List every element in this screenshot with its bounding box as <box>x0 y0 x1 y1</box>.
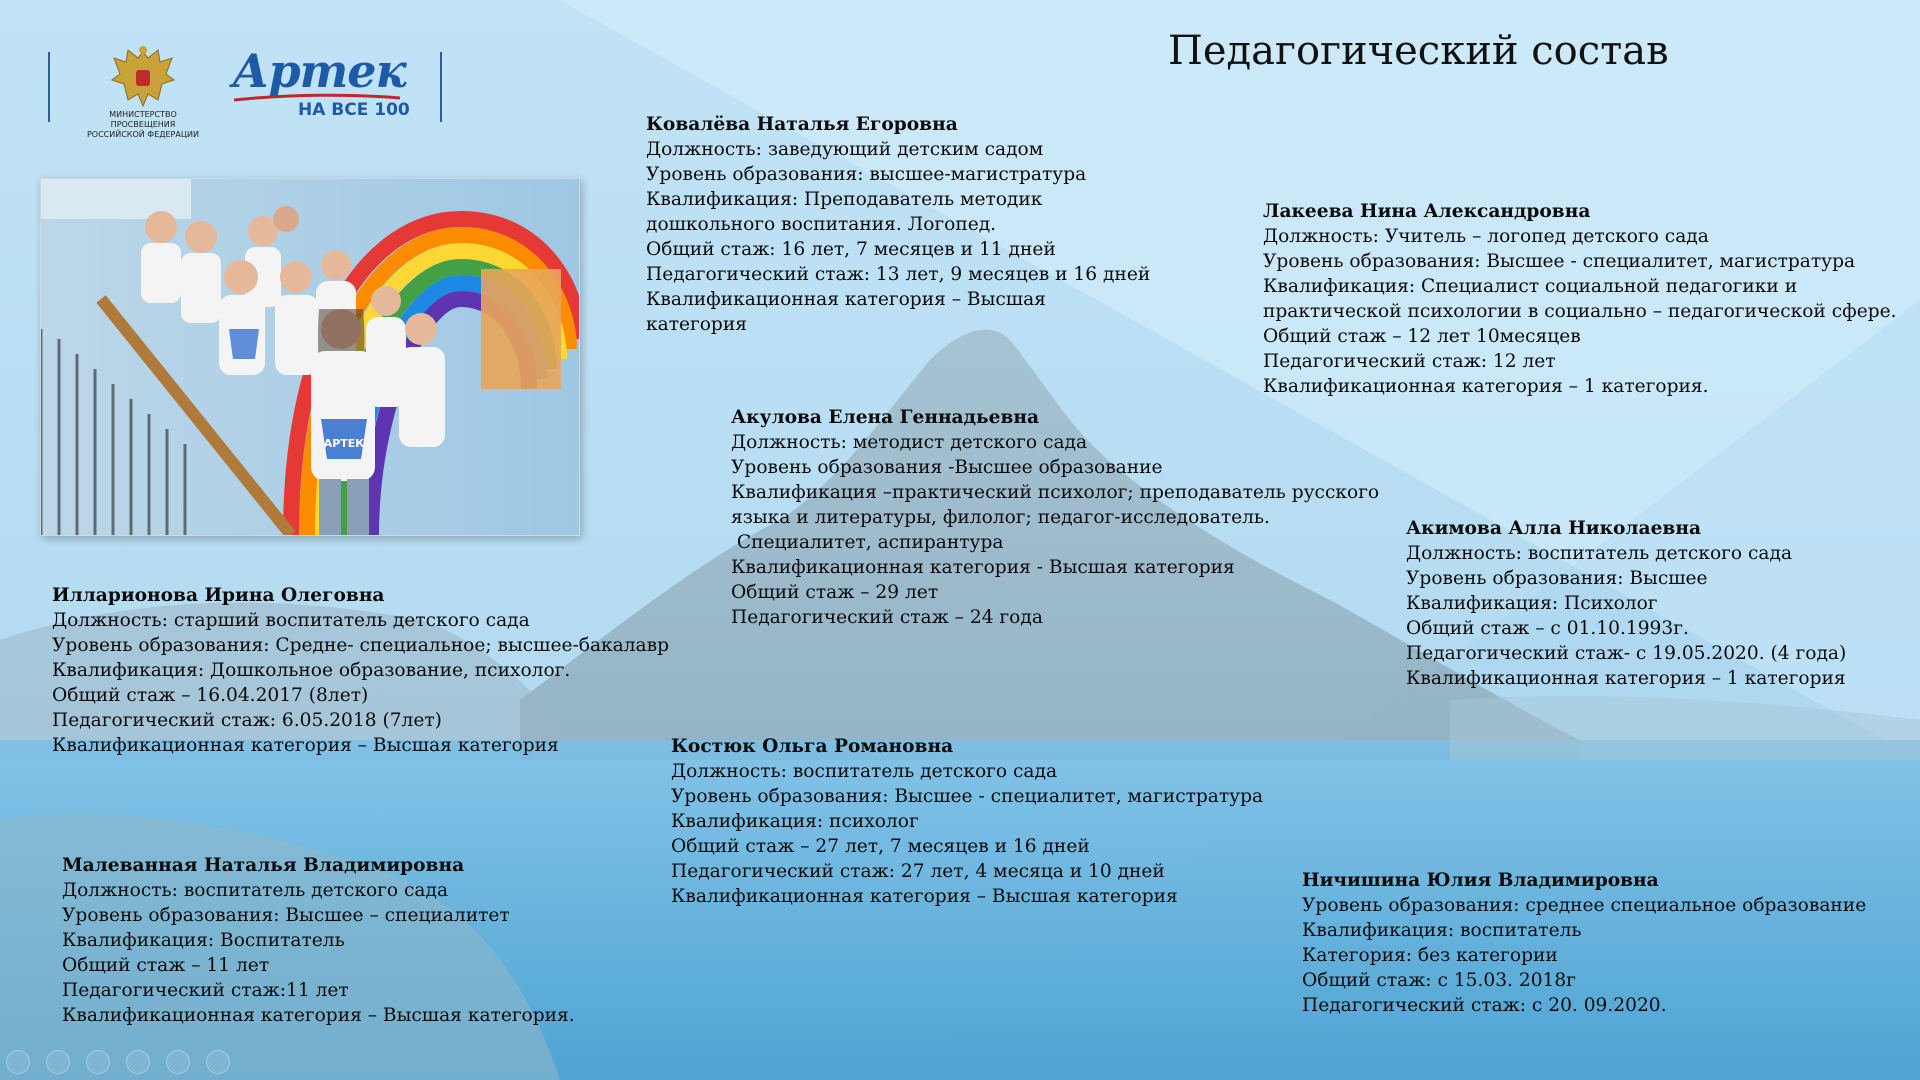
staff-detail: Педагогический стаж: с 20. 09.2020. <box>1302 995 1667 1016</box>
staff-name: Акулова Елена Геннадьевна <box>731 407 1040 428</box>
staff-detail: Квалификационная категория - Высшая категория <box>731 557 1235 578</box>
previous-slide-icon[interactable] <box>6 1050 30 1074</box>
staff-detail: Должность: Учитель – логопед детского сада <box>1263 226 1709 247</box>
staff-detail: Квалификация: Преподаватель методик <box>646 189 1043 210</box>
staff-detail: Должность: заведующий детским садом <box>646 139 1044 160</box>
staff-name: Малеванная Наталья Владимировна <box>62 855 465 876</box>
staff-detail: Общий стаж: 16 лет, 7 месяцев и 11 дней <box>646 239 1056 260</box>
staff-name: Костюк Ольга Романовна <box>671 736 954 757</box>
staff-detail: Должность: методист детского сада <box>731 432 1088 453</box>
staff-detail: Квалификационная категория – Высшая категория. <box>62 1005 575 1026</box>
staff-name: Акимова Алла Николаевна <box>1406 518 1701 539</box>
staff-detail: Педагогический стаж: 13 лет, 9 месяцев и 16 дней <box>646 264 1151 285</box>
ministry-line1: МИНИСТЕРСТВО ПРОСВЕЩЕНИЯ <box>109 110 177 129</box>
staff-detail: Квалификационная категория – Высшая категория <box>671 886 1178 907</box>
slides-grid-icon[interactable] <box>126 1050 150 1074</box>
staff-detail: Должность: воспитатель детского сада <box>1406 543 1793 564</box>
staff-detail: Должность: воспитатель детского сада <box>62 880 449 901</box>
staff-detail: Квалификация: Дошкольное образование, психолог. <box>52 660 571 681</box>
staff-card <box>646 112 1150 337</box>
shirt-logo-text: АРТЕК <box>323 437 365 450</box>
staff-detail: Квалификация: воспитатель <box>1302 920 1582 941</box>
staff-detail: Уровень образования: Высшее - специалитет, магистратура <box>671 786 1264 807</box>
staff-group-photo <box>40 178 580 536</box>
staff-detail: Педагогический стаж:11 лет <box>62 980 349 1001</box>
staff-card <box>62 853 575 1028</box>
logo-divider-right <box>440 52 442 122</box>
staff-detail: практической психологии в социально – педагогической сфере. <box>1263 301 1897 322</box>
staff-detail: Квалификация: психолог <box>671 811 919 832</box>
staff-detail: Квалификация –практический психолог; преподаватель русского <box>731 482 1380 503</box>
staff-detail: Квалификация: Воспитатель <box>62 930 345 951</box>
staff-detail: Общий стаж – 16.04.2017 (8лет) <box>52 685 369 706</box>
staff-detail: Уровень образования: среднее специальное образование <box>1302 895 1867 916</box>
staff-card <box>1302 868 1866 1018</box>
staff-detail: Общий стаж – 27 лет, 7 месяцев и 16 дней <box>671 836 1090 857</box>
staff-detail: Категория: без категории <box>1302 945 1558 966</box>
staff-detail: Специалитет, аспирантура <box>731 532 1004 553</box>
zoom-icon[interactable] <box>166 1050 190 1074</box>
group-photo-illustration <box>41 179 579 535</box>
next-slide-icon[interactable] <box>46 1050 70 1074</box>
ministry-line2: РОССИЙСКОЙ ФЕДЕРАЦИИ <box>86 130 200 139</box>
staff-card <box>731 405 1379 630</box>
staff-detail: Квалификационная категория – Высшая категория <box>52 735 559 756</box>
slideshow-controls <box>6 1050 230 1074</box>
staff-detail: Общий стаж – 12 лет 10месяцев <box>1263 326 1581 347</box>
staff-detail: Уровень образования -Высшее образование <box>731 457 1163 478</box>
staff-detail: Общий стаж – с 01.10.1993г. <box>1406 618 1689 639</box>
staff-card <box>52 583 669 758</box>
staff-name: Лакеева Нина Александровна <box>1263 201 1591 222</box>
staff-detail: Квалификационная категория – Высшая <box>646 289 1046 310</box>
staff-detail: Педагогический стаж – 24 года <box>731 607 1043 628</box>
staff-name: Ничишина Юлия Владимировна <box>1302 870 1659 891</box>
pen-icon[interactable] <box>86 1050 110 1074</box>
staff-detail: Уровень образования: высшее-магистратура <box>646 164 1087 185</box>
more-options-icon[interactable] <box>206 1050 230 1074</box>
staff-detail: Уровень образования: Высшее - специалитет, магистратура <box>1263 251 1856 272</box>
staff-detail: Общий стаж – 29 лет <box>731 582 939 603</box>
staff-detail: Педагогический стаж: 27 лет, 4 месяца и 10 дней <box>671 861 1165 882</box>
staff-detail: Уровень образования: Средне- специальное; высшее-бакалавр <box>52 635 670 656</box>
eagle-emblem-icon <box>108 44 178 110</box>
staff-name: Ковалёва Наталья Егоровна <box>646 114 958 135</box>
staff-detail: Квалификация: Специалист социальной педагогики и <box>1263 276 1798 297</box>
staff-detail: дошкольного воспитания. Логопед. <box>646 214 997 235</box>
staff-name: Илларионова Ирина Олеговна <box>52 585 385 606</box>
staff-detail: категория <box>646 314 747 335</box>
staff-detail: Педагогический стаж- с 19.05.2020. (4 года) <box>1406 643 1847 664</box>
artek-logo-sub: НА ВСЕ 100 <box>298 100 410 120</box>
staff-detail: Уровень образования: Высшее – специалитет <box>62 905 510 926</box>
staff-detail: Общий стаж – 11 лет <box>62 955 270 976</box>
staff-detail: Квалификационная категория – 1 категория <box>1406 668 1846 689</box>
ministry-logo <box>78 44 208 140</box>
artek-logo <box>232 44 412 120</box>
staff-detail: Квалификация: Психолог <box>1406 593 1658 614</box>
staff-card <box>1263 199 1897 399</box>
slide-title: Педагогический состав <box>1168 28 1669 74</box>
staff-detail: Должность: воспитатель детского сада <box>671 761 1058 782</box>
staff-detail: Педагогический стаж: 12 лет <box>1263 351 1556 372</box>
staff-detail: Уровень образования: Высшее <box>1406 568 1708 589</box>
staff-detail: Квалификационная категория – 1 категория. <box>1263 376 1709 397</box>
staff-detail: Должность: старший воспитатель детского сада <box>52 610 530 631</box>
staff-detail: Педагогический стаж: 6.05.2018 (7лет) <box>52 710 442 731</box>
staff-detail: языка и литературы, филолог; педагог-исследователь. <box>731 507 1270 528</box>
artek-logo-word: Артек <box>232 44 406 98</box>
logo-divider-left <box>48 52 50 122</box>
staff-card <box>671 734 1263 909</box>
staff-detail: Общий стаж: с 15.03. 2018г <box>1302 970 1576 991</box>
staff-card <box>1406 516 1846 691</box>
